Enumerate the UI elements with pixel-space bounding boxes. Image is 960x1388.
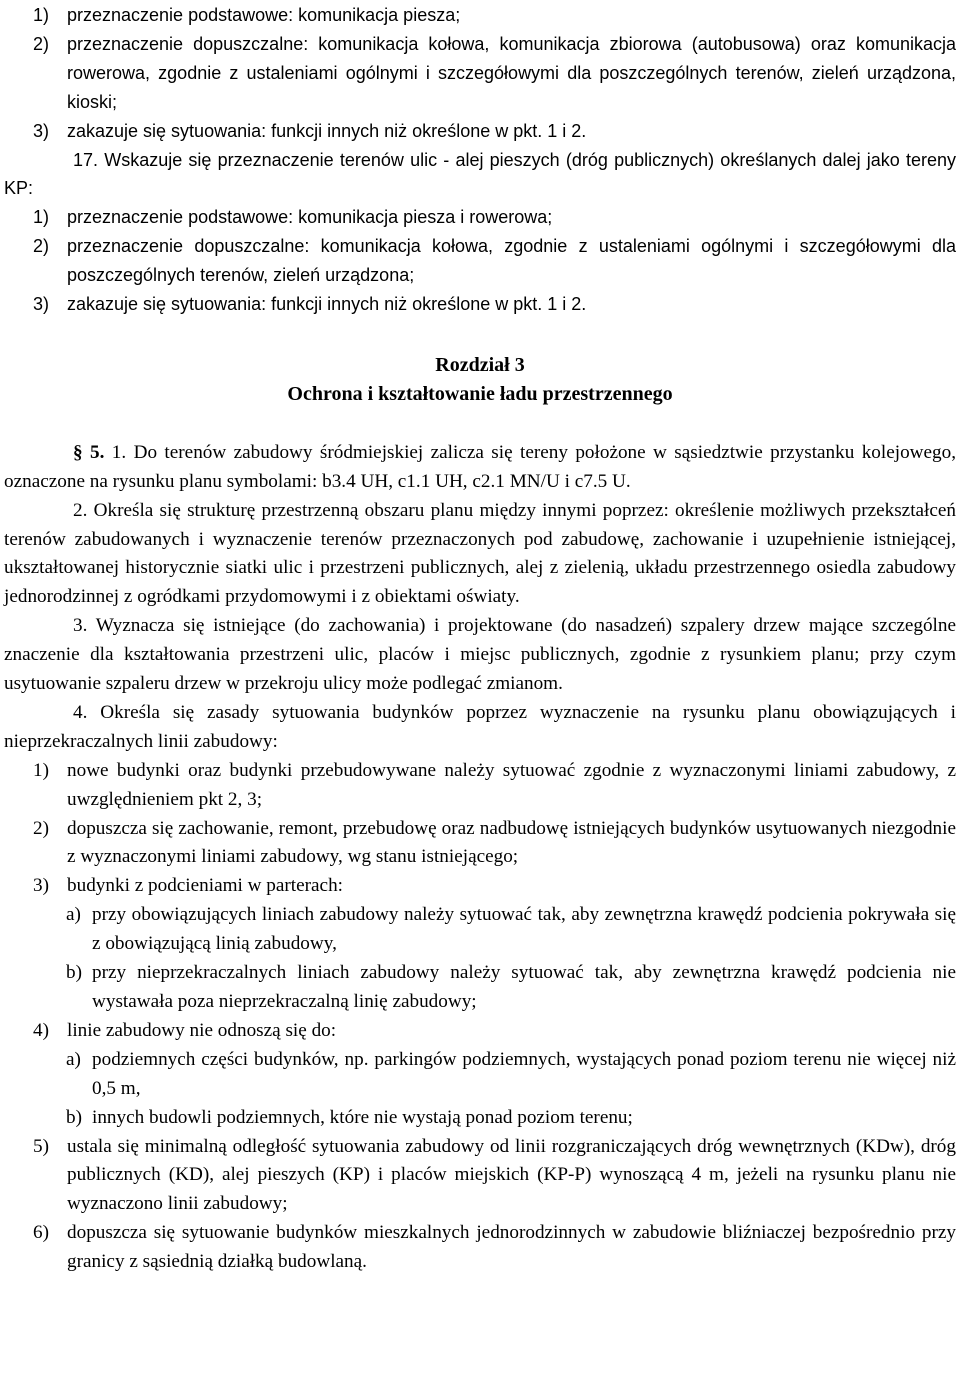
- item-text: innych budowli podziemnych, które nie wystają ponad poziom terenu;: [92, 1106, 633, 1128]
- paragraph-text: [4, 146, 956, 204]
- list-item: [4, 757, 956, 815]
- point-text: Określa się strukturę przestrzenną obszaru planu między innymi poprzez: określenie możliwych przekształceń terenów zabudowanych i wyznaczenie terenów przeznaczonych pod zabudowę, zachowanie i uzupełnienie istniejącej, ukształtowanej historycznie siatki ulic i przestrzeni publicznych, alej z zielenią, układu przestrzennego osiedla zabudowy jednorodzinnej z ogródkami przydomowymi i z obiektami oświaty.: [4, 499, 957, 608]
- item-text: przy nieprzekraczalnych liniach zabudowy należy sytuować tak, aby zewnętrzna krawędź podcienia nie wystawała poza nieprzekraczalną linię zabudowy;: [92, 962, 956, 1012]
- list-item: [4, 815, 956, 873]
- point-text: Do terenów zabudowy śródmiejskiej zalicza się tereny położone w sąsiedztwie przystanku kolejowego, oznaczone na rysunku planu symbolami: b3.4 UH, c1.1 UH, c2.1 MN/U i c7.5 U.: [4, 441, 957, 492]
- item-text: zakazuje się sytuowania: funkcji innych niż określone w pkt. 1 i 2.: [67, 294, 587, 315]
- item-text: dopuszcza się zachowanie, remont, przebudowę oraz nadbudowę istniejących budynków usytuowanych niezgodnie z wyznaczonymi liniami zabudowy, wg stanu istniejącego;: [67, 817, 956, 868]
- item-text: przeznaczenie dopuszczalne: komunikacja kołowa, komunikacja zbiorowa (autobusowa) oraz komunikacja rowerowa, zgodnie z ustaleniami ogólnymi i szczegółowymi dla poszczególnych terenów, zieleń urządzona, kioski;: [67, 33, 956, 112]
- chapter-subtitle: Ochrona i kształtowanie ładu przestrzennego: [287, 382, 673, 405]
- section-5-paragraph-2: [4, 497, 956, 613]
- sub-list-item: [4, 901, 956, 959]
- sub-list-item: [4, 959, 956, 1017]
- item-text: budynki z podcieniami w parterach:: [67, 875, 343, 897]
- paragraph-number: 17.: [73, 149, 99, 170]
- list-item: [4, 1, 956, 30]
- item-number: 4): [33, 1019, 49, 1041]
- paragraph-body: Wskazuje się przeznaczenie terenów ulic - alej pieszych (dróg publicznych) określanych dalej jako tereny KP:: [4, 149, 956, 199]
- document-page: [4, 1, 956, 1277]
- item-number: 6): [33, 1222, 49, 1244]
- point-text: Określa się zasady sytuowania budynków poprzez wyznaczenie na rysunku planu obowiązujących i nieprzekraczalnych linii zabudowy:: [4, 701, 956, 752]
- item-number: 2): [33, 236, 50, 257]
- chapter-title: Rozdział 3: [435, 353, 525, 376]
- item-number: 1): [33, 5, 50, 25]
- point-number: 2.: [73, 499, 88, 521]
- item-number: 3): [33, 875, 49, 897]
- item-text: podziemnych części budynków, np. parkingów podziemnych, wystających ponad poziom terenu nie więcej niż 0,5 m,: [92, 1048, 956, 1099]
- list-item: [4, 203, 956, 232]
- section-mark: §: [73, 441, 83, 463]
- point-number: 4.: [73, 701, 88, 723]
- item-text: przy obowiązujących liniach zabudowy należy sytuować tak, aby zewnętrzna krawędź podcienia pokrywała się z obowiązującą linią zabudowy,: [92, 904, 956, 955]
- sub-list-item: [4, 1104, 956, 1133]
- section-number: 5.: [90, 441, 105, 463]
- item-text: nowe budynki oraz budynki przebudowywane należy sytuować zgodnie z wyznaczonymi liniami zabudowy, z uwzględnieniem pkt 2, 3;: [67, 759, 956, 810]
- item-text: przeznaczenie podstawowe: komunikacja piesza;: [67, 5, 461, 25]
- item-number: 2): [33, 817, 49, 839]
- item-number: 1): [33, 207, 50, 228]
- list-item: [4, 290, 956, 319]
- sub-list-item: [4, 1046, 956, 1104]
- section-5: [4, 439, 956, 1277]
- top-list: [4, 1, 956, 146]
- item-letter: a): [66, 1048, 81, 1070]
- item-number: 3): [33, 294, 50, 315]
- list-item: [4, 1219, 956, 1277]
- item-number: 1): [33, 759, 49, 781]
- item-letter: b): [66, 1106, 82, 1128]
- item-text: ustala się minimalną odległość sytuowania zabudowy od linii rozgraniczających dróg wewnętrznych (KDw), dróg publicznych (KD), alej pieszych (KP) i placów miejskich (KP-P) wynoszącą 4 m, jeżeli na rysunku planu nie wyznaczono linii zabudowy;: [67, 1135, 956, 1215]
- item-letter: b): [66, 962, 82, 984]
- list-item: [4, 1133, 956, 1220]
- list-item: [4, 117, 956, 146]
- paragraph-17: [4, 146, 956, 319]
- item-text: przeznaczenie podstawowe: komunikacja piesza i rowerowa;: [67, 207, 553, 228]
- list-item: [4, 30, 956, 117]
- item-text: linie zabudowy nie odnoszą się do:: [67, 1019, 337, 1041]
- item-letter: a): [66, 904, 81, 926]
- item-text: zakazuje się sytuowania: funkcji innych niż określone w pkt. 1 i 2.: [67, 120, 587, 141]
- item-text: dopuszcza się sytuowanie budynków mieszkalnych jednorodzinnych w zabudowie bliźniaczej bezpośrednio przy granicy z sąsiednią działką budowlaną.: [67, 1222, 956, 1273]
- item-number: 2): [33, 33, 50, 54]
- item-number: 3): [33, 120, 50, 141]
- spacer: [4, 409, 956, 439]
- point-number: 1.: [111, 441, 127, 463]
- item-number: 5): [33, 1135, 49, 1157]
- section-5-paragraph-3: [4, 612, 956, 699]
- section-5-paragraph-1: [4, 439, 956, 497]
- spacer: [4, 319, 956, 351]
- list-item: [4, 232, 956, 290]
- list-item: [4, 872, 956, 901]
- item-text: przeznaczenie dopuszczalne: komunikacja kołowa, zgodnie z ustaleniami ogólnymi i szczegółowymi dla poszczególnych terenów, zieleń urządzona;: [67, 236, 956, 286]
- point-text: Wyznacza się istniejące (do zachowania) i projektowane (do nasadzeń) szpalery drzew mające szczególne znaczenie dla kształtowania przestrzeni ulic, placów i miejsc publicznych, zgodnie z rysunkiem planu; przy czym usytuowanie szpaleru drzew w przekroju ulicy może podlegać zmianom.: [4, 615, 957, 695]
- section-5-paragraph-4: [4, 699, 956, 757]
- list-item: [4, 1017, 956, 1046]
- point-number: 3.: [73, 615, 88, 637]
